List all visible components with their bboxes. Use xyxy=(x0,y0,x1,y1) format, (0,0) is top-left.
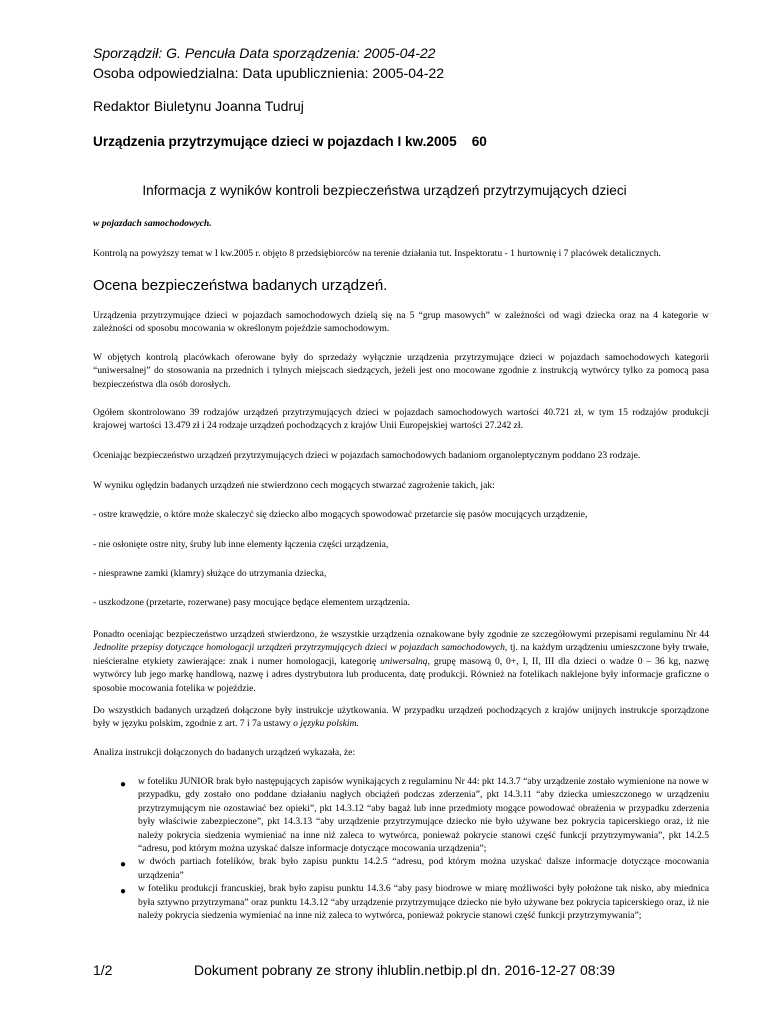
prepared-by-line: Sporządził: G. Pencuła Data sporządzenia: 2005-04-22 xyxy=(93,45,436,61)
responsible-person-line: Osoba odpowiedzialna: Data upublicznienia: 2005-04-22 xyxy=(93,65,445,81)
paragraph-testing: Oceniając bezpieczeństwo urządzeń przytrzymujących dzieci w pojazdach samochodowych badaniom organoleptycznym poddano 23 rodzaje. xyxy=(93,450,641,461)
paragraph-offer: W objętych kontrolą placówkach oferowane były do sprzedaży wyłącznie urządzenia przytrzymujące dzieci w pojazdach samochodowych kategorii “uniwersalnej” do stosowania na przednich i tylnych miejscach siedzących, jeżeli jest ono mocowane zgodnie z instrukcją wytwórcy tylko za pomocą pasa bezpieczeństwa dla osób dorosłych. xyxy=(93,352,709,390)
paragraph-analysis: Analiza instrukcji dołączonych do badanych urządzeń wykazała, że: xyxy=(93,747,356,758)
list-item: ● w dwóch partiach fotelików, brak było zapisu punktu 14.2.5 “adresu, pod którym można uzyskać dalsze informacje dotyczące mocowania urządzenia” xyxy=(120,856,709,881)
defect-item-belts: - uszkodzone (przetarte, rozerwane) pasy mocujące będące elementem urządzenia. xyxy=(93,597,410,608)
paragraph-instructions: Do wszystkich badanych urządzeń dołączone były instrukcje użytkowania. W przypadku urządzeń pochodzących z krajów unijnych instrukcje sporządzone były w języku polskim, zgodnie z art. 7 i 7a ustawy o języku polskim. xyxy=(93,705,709,730)
defect-item-edges: - ostre krawędzie, o które może skaleczyć się dziecko albo mogących spowodować przetarcie się pasów mocujących urządzenie, xyxy=(93,509,588,520)
subheading: w pojazdach samochodowych. xyxy=(93,218,212,229)
list-item: ● w foteliku produkcji francuskiej, brak było zapisu punktu 14.3.6 “aby pasy biodrowe w miarę możliwości były położone tak nisko, aby miednica była sztywno przytrzymana” oraz punktu 14.3.12 “aby urządzenie przytrzymujące dziecko nie było używane bez pokrycia tapicerskiego oraz, iż nie należy pokrycia siedzenia wymieniać na inne niż zaleca to wytwórca, ponieważ pokrycie stanowi część funkcji przytrzymywania”; xyxy=(120,883,709,922)
defect-item-locks: - niesprawne zamki (klamry) służące do utrzymania dziecka, xyxy=(93,568,327,579)
paragraph-labelling: Ponadto oceniając bezpieczeństwo urządzeń stwierdzono, że wszystkie urządzenia oznakowane były zgodnie ze szczegółowymi przepisami regulaminu Nr 44 Jednolite przepisy dotyczące homologacji urządzeń przytrzymujących dzieci w pojazdach samochodowych, tj. na każdym urządzeniu umieszczone były trwałe, nieścieralne etykiety zawierające: znak i numer homologacji, kategorię uniwersalną, grupę masową 0, 0+, I, II, III dla dzieci o wadze 0 – 36 kg, nazwę wytwórcy lub jego markę handlową, nazwę i adres dystrybutora lub producenta, datę produkcji. Również na fotelikach naklejone były informacje graficzne o sposobie mocowania fotelika w pojeździe. xyxy=(93,629,709,694)
findings-list xyxy=(120,775,709,922)
editor-line: Redaktor Biuletynu Joanna Tudruj xyxy=(93,98,304,114)
paragraph-inspection: W wyniku oględzin badanych urządzeń nie stwierdzono cech mogących stwarzać zagrożenie takich, jak: xyxy=(93,480,495,491)
bullet-icon: ● xyxy=(120,859,127,871)
section-heading: Ocena bezpieczeństwa badanych urządzeń. xyxy=(93,277,388,294)
download-source: Dokument pobrany ze strony ihlublin.netbip.pl dn. 2016-12-27 08:39 xyxy=(194,962,616,978)
bullet-icon: ● xyxy=(120,886,127,898)
intro-paragraph: Kontrolą na powyższy temat w I kw.2005 r. objęto 8 przedsiębiorców na terenie działania tut. Inspektoratu - 1 hurtownię i 7 placówek detalicznych. xyxy=(93,248,661,259)
defect-item-rivets: - nie osłonięte ostre nity, śruby lub inne elementy łączenia części urządzenia, xyxy=(93,539,389,550)
list-item: ● w foteliku JUNIOR brak było następujących zapisów wynikających z regulaminu Nr 44: pkt 14.3.7 “aby urządzenie zostało wymienione na nowe w przypadku, gdy zostało ono poddane działaniu nagłych obciążeń podczas zderzenia”, pkt 14.3.11 “aby dziecka umieszczonego w urządzeniu przytrzymującym nie ozostawiać bez opieki”, pkt 14.3.12 “aby bagaż lub inne przedmioty mogące powodować obrażenia w przypadku zderzenia były właściwie zabezpieczone”, pkt 14.3.13 “aby urządzenie przytrzymujące dziecko nie było używane bez pokrycia tapicerskiego oraz, iż nie należy pokrycia siedzenia wymieniać na inne niż zaleca to wytwórca, ponieważ pokrycie stanowi część funkcji przytrzymywania”, pkt 14.2.5 “adresu, pod którym można uzyskać dalsze informacje dotyczące mocowania urządzenia”; xyxy=(120,776,709,855)
info-heading: Informacja z wyników kontroli bezpieczeństwa urządzeń przytrzymujących dzieci xyxy=(142,183,627,198)
paragraph-groups: Urządzenia przytrzymujące dzieci w pojazdach samochodowych dzielą się na 5 “grup masowych” w zależności od wagi dziecka oraz na 4 kategorie w zależności od sposobu mocowania w określonym pojeździe samochodowym. xyxy=(93,310,709,335)
paragraph-totals: Ogółem skontrolowano 39 rodzajów urządzeń przytrzymujących dzieci w pojazdach samochodowych wartości 40.721 zł, w tym 15 rodzajów produkcji krajowej wartości 13.479 zł i 24 rodzaje urządzeń pochodzących z krajów Unii Europejskiej wartości 27.242 zł. xyxy=(93,407,709,432)
bullet-icon: ● xyxy=(120,779,127,790)
page-number: 1/2 xyxy=(93,962,113,978)
document-title: Urządzenia przytrzymujące dzieci w pojazdach I kw.2005 60 xyxy=(93,134,487,149)
